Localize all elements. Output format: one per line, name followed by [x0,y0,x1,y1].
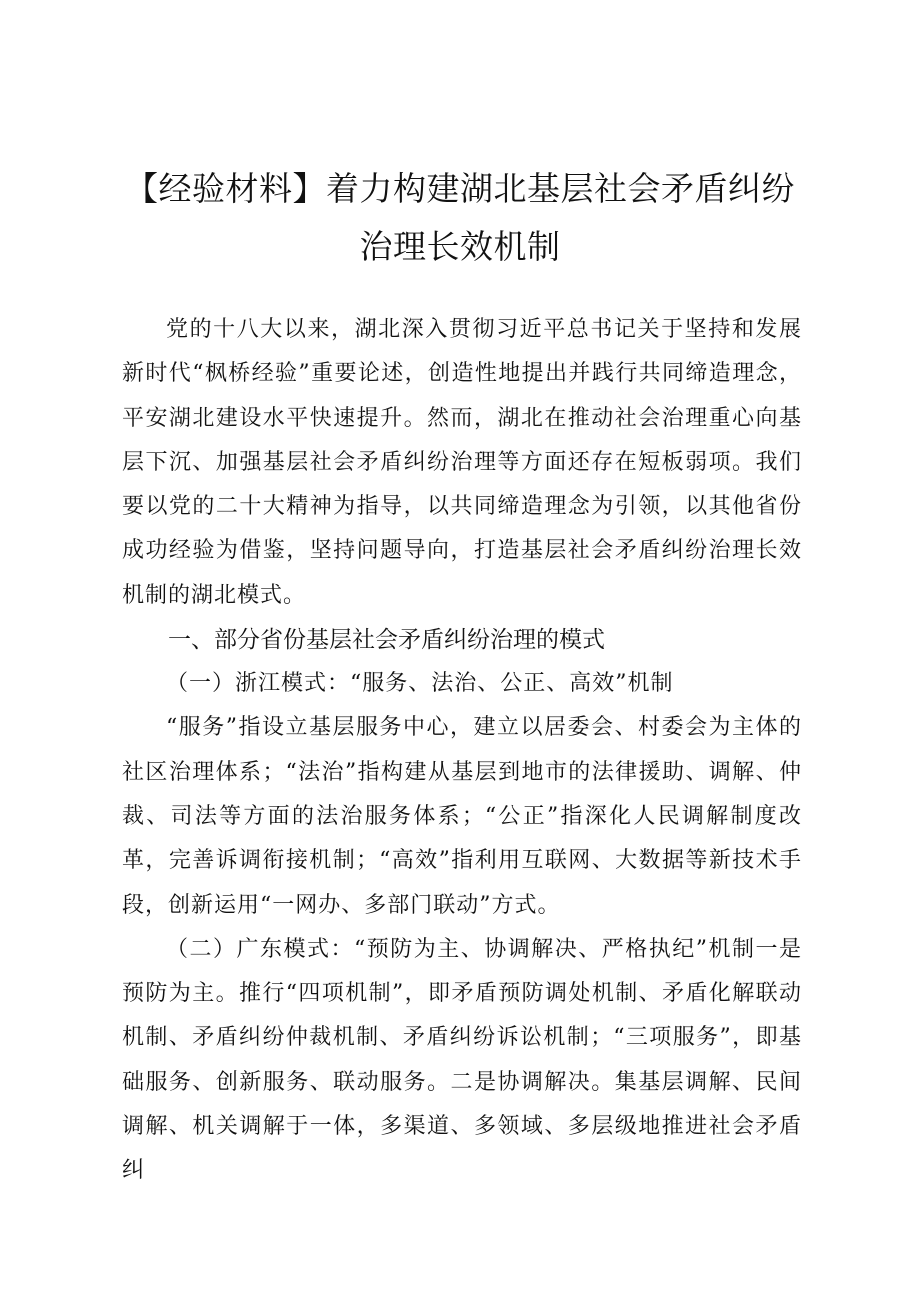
title-line-2: 治理长效机制 [359,227,561,266]
title-line-1: 【经验材料】着力构建湖北基层社会矛盾纠纷 [125,169,795,208]
document-body [122,308,802,1194]
section-heading-1: 一、部分省份基层社会矛盾纠纷治理的模式 [168,627,605,654]
subsection-heading-1: （一）浙江模式：“服务、法治、公正、高效”机制 [166,671,674,697]
subsection-2-paragraph: （二）广东模式：“预防为主、协调解决、严格执纪”机制一是预防为主。推行“四项机制”，即矛盾预防调处机制、矛盾化解联动机制、矛盾纠纷仲裁机制、矛盾纠纷诉讼机制；“三项服务”，即基础服务、创新服务、联动服务。二是协调解决。集基层调解、民间调解、机关调解于一体，多渠道、多领域、多层级地推进社会矛盾纠 [122,936,802,1184]
document-title [100,160,820,276]
intro-paragraph: 党的十八大以来，湖北深入贯彻习近平总书记关于坚持和发展新时代“枫桥经验”重要论述，创造性地提出并践行共同缔造理念，平安湖北建设水平快速提升。然而，湖北在推动社会治理重心向基层下沉、加强基层社会矛盾纠纷治理等方面还存在短板弱项。我们要以党的二十大精神为指导，以共同缔造理念为引领，以其他省份成功经验为借鉴，坚持问题导向，打造基层社会矛盾纠纷治理长效机制的湖北模式。 [122,317,802,608]
subsection-1-paragraph: “服务”指设立基层服务中心，建立以居委会、村委会为主体的社区治理体系；“法治”指构建从基层到地市的法律援助、调解、仲裁、司法等方面的法治服务体系；“公正”指深化人民调解制度改革，完善诉调衔接机制；“高效”指利用互联网、大数据等新技术手段，创新运用“一网办、多部门联动”方式。 [122,715,802,918]
